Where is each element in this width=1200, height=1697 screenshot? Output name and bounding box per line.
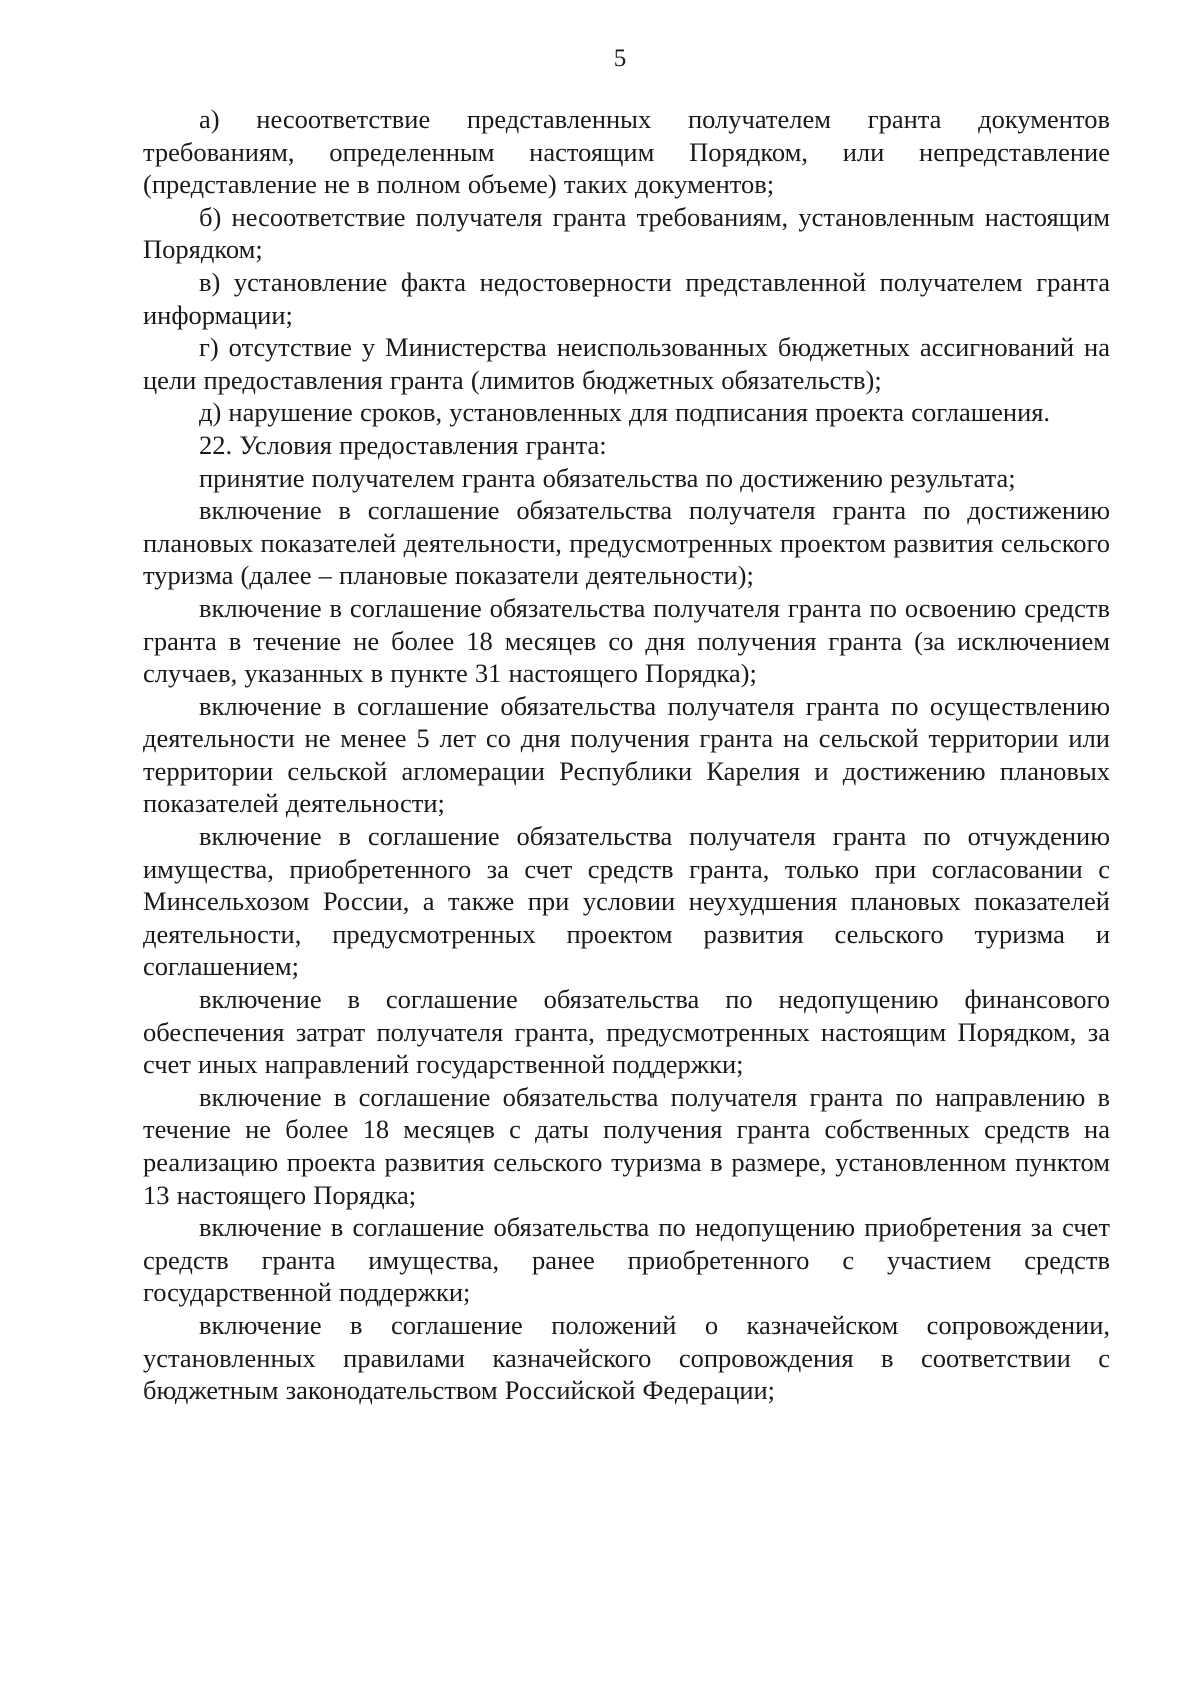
paragraph-d: д) нарушение сроков, установленных для подписания проекта соглашения. xyxy=(199,397,1051,428)
condition-no-double-funding: включение в соглашение обязательства по недопущению финансового обеспечения затрат получателя гранта, предусмотренных настоящим Порядком, за счет иных направлений государственной поддержки; xyxy=(143,984,1110,1080)
condition-no-repurchase: включение в соглашение обязательства по недопущению приобретения за счет средств гранта имущества, ранее приобретенного с участием средств государственной поддержки; xyxy=(143,1212,1110,1308)
page-number: 5 xyxy=(613,45,627,72)
paragraph-g: г) отсутствие у Министерства неиспользованных бюджетных ассигнований на цели предоставления гранта (лимитов бюджетных обязательств); xyxy=(143,332,1110,395)
condition-property-alienation: включение в соглашение обязательства получателя гранта по отчуждению имущества, приобретенного за счет средств гранта, только при согласовании с Минсельхозом России, а также при условии неухудшения плановых показателей деятельности, предусмотренных проектом развития сельского туризма и соглашением; xyxy=(143,821,1110,982)
condition-treasury-support: включение в соглашение положений о казначейском сопровождении, установленных правилами казначейского сопровождения в соответствии с бюджетным законодательством Российской Федерации; xyxy=(143,1309,1110,1406)
condition-planned-indicators: включение в соглашение обязательства получателя гранта по достижению плановых показателей деятельности, предусмотренных проектом развития сельского туризма (далее – плановые показатели деятельности); xyxy=(143,495,1110,591)
section-22-heading: 22. Условия предоставления гранта: xyxy=(199,429,607,460)
paragraph-v: в) установление факта недостоверности представленной получателем гранта информации; xyxy=(143,266,1110,330)
condition-own-funds: включение в соглашение обязательства получателя гранта по направлению в течение не более 18 месяцев с даты получения гранта собственных средств на реализацию проекта развития сельского туризма в размере, установленном пунктом 13 настоящего Порядка; xyxy=(143,1081,1110,1210)
paragraph-a: а) несоответствие представленных получателем гранта документов требованиям, определенным настоящим Порядком, или непредставление (представление не в полном объеме) таких документов; xyxy=(143,104,1110,200)
condition-result-obligation: принятие получателем гранта обязательства по достижению результата; xyxy=(199,462,1016,493)
document-body xyxy=(143,103,1110,1407)
paragraph-b: б) несоответствие получателя гранта требованиям, установленным настоящим Порядком; xyxy=(143,201,1110,265)
condition-grant-use-period: включение в соглашение обязательства получателя гранта по освоению средств гранта в течение не более 18 месяцев со дня получения гранта (за исключением случаев, указанных в пункте 31 настоящего Порядка); xyxy=(143,592,1110,689)
condition-activity-5-years: включение в соглашение обязательства получателя гранта по осуществлению деятельности не менее 5 лет со дня получения гранта на сельской территории или территории сельской агломерации Республики Карелия и достижению плановых показателей деятельности; xyxy=(143,690,1110,819)
